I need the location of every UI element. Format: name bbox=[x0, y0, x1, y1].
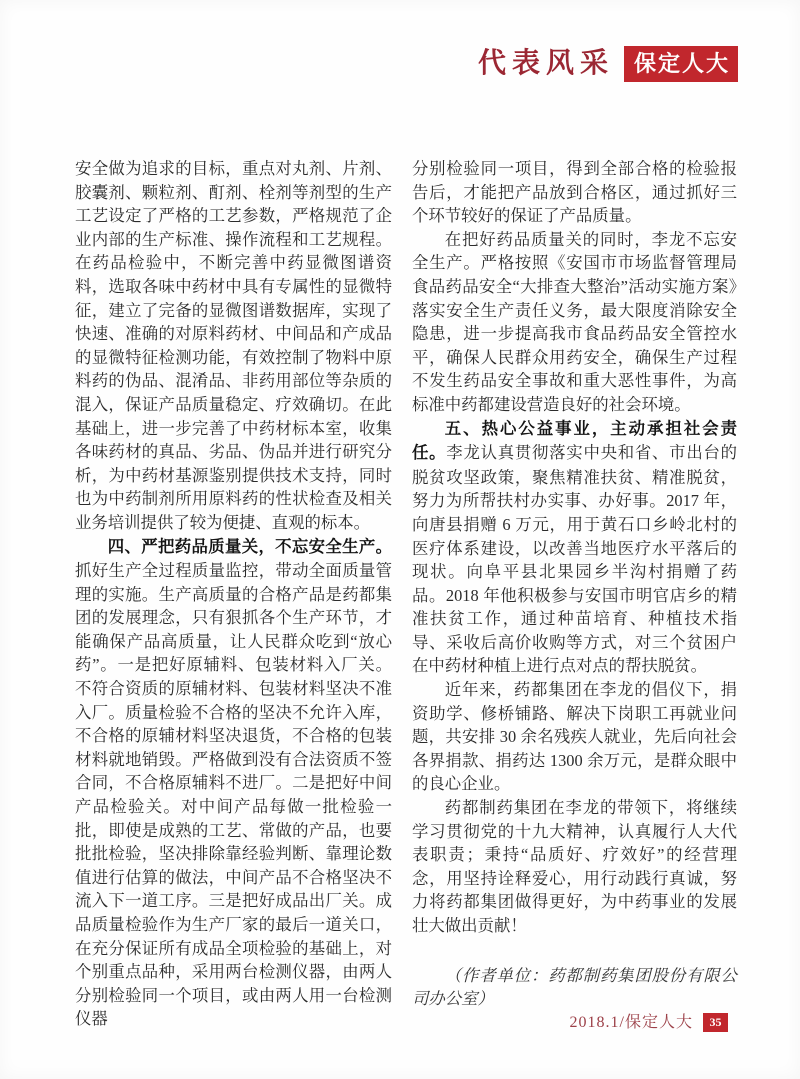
right-column bbox=[412, 157, 737, 1031]
paragraph-section4 bbox=[75, 535, 392, 1031]
paragraph-charity: 近年来，药都集团在李龙的倡仪下，捐资助学、修桥铺路、解决下岗职工再就业问题，共安排 30 余名残疾人就业，先后向社会各界捐款、捐药达 1300 余万元，是群众眼中的良心企业。 bbox=[412, 680, 737, 794]
brand-badge: 保定人大 bbox=[624, 46, 738, 82]
issue-label: 2018.1/保定人大 bbox=[569, 1013, 693, 1031]
section4-heading: 四、严把药品质量关，不忘安全生产。 bbox=[107, 537, 392, 556]
paragraph-continuation-right: 分别检验同一项目，得到全部合格的检验报告后，才能把产品放到合格区，通过抓好三个环节较好的保证了产品质量。 bbox=[412, 159, 737, 226]
page-header bbox=[478, 46, 738, 82]
section-title: 代表风采 bbox=[477, 48, 614, 79]
paragraph-section5 bbox=[412, 417, 737, 679]
page-number-badge: 35 bbox=[703, 1013, 728, 1032]
section4-body-text: 抓好生产全过程质量监控，带动全面质量管理的实施。生产高质量的合格产品是药都集团的发展理念，只有狠抓各个生产环节，才能确保产品高质量，让人民群众吃到“放心药”。一是把好原辅料、包装材料入厂关。不符合资质的原辅材料、包装材料坚决不准入厂。质量检验不合格的坚决不允许入库，不合格的原辅材料坚决退货，不合格的包装材料就地销毁。严格做到没有合法资质不签合同，不合格原辅料不进厂。二是把好中间产品检验关。对中间产品每做一批检验一批，即使是成熟的工艺、常做的产品，也要批批检验，坚决排除靠经验判断、靠理论数值进行估算的做法，中间产品不合格坚决不流入下一道工序。三是把好成品出厂关。成品质量检验作为生产厂家的最后一道关口，在充分保证所有成品全项检验的基础上，对个别重点品种，采用两台检测仪器，由两人分别检验同一个项目，或由两人用一台检测仪器 bbox=[75, 561, 392, 1029]
paragraph-continuation-left: 安全做为追求的目标，重点对丸剂、片剂、胶囊剂、颗粒剂、酊剂、栓剂等剂型的生产工艺设定了严格的工艺参数，严格规范了企业内部的生产标准、操作流程和工艺规程。在药品检验中，不断完善中药显微图谱资料，选取各味中药材中具有专属性的显微特征，建立了完备的显微图谱数据库，实现了快速、准确的对原料药材、中间品和产成品的显微特征检测功能，有效控制了物料中原料药的伪品、混淆品、非药用部位等杂质的混入，保证产品质量稳定、疗效确切。在此基础上，进一步完善了中药材标本室，收集各味药材的真品、劣品、伪品并进行研究分析，为中药材基源鉴别提供技术支持，同时也为中药制剂所用原料药的性状检查及相关业务培训提供了较为便捷、直观的标本。 bbox=[75, 159, 392, 532]
paragraph-safety: 在把好药品质量关的同时，李龙不忘安全生产。严格按照《安国市市场监督管理局食品药品安全“大排查大整治”活动实施方案》落实安全生产责任义务，最大限度消除安全隐患，进一步提高我市食品药品安全管控水平，确保人民群众用药安全，确保生产过程不发生药品安全事故和重大恶性事件，为高标准中药都建设营造良好的社会环境。 bbox=[412, 229, 737, 414]
left-column bbox=[75, 157, 392, 1031]
section5-body-text: 李龙认真贯彻落实中央和省、市出台的脱贫攻坚政策，聚焦精准扶贫、精准脱贫，努力为所帮扶村办实事、办好事。2017 年，向唐县捐赠 6 万元，用于黄石口乡岭北村的医疗体系建设，以改善当地医疗水平落后的现状。向阜平县北果园乡半沟村捐赠了药品。2018 年他积极参与安国市明官店乡的精准扶贫工作，通过种苗培育、种植技术指导、采收后高价收购等方式，对三个贫困户在中药材种植上进行点对点的帮扶脱贫。 bbox=[412, 443, 738, 676]
paragraph-closing: 药都制药集团在李龙的带领下，将继续学习贯彻党的十九大精神，认真履行人大代表职责；秉持“品质好、疗效好”的经营理念，用坚持诠释爱心，用行动践行真诚，努力将药都集团做得更好，为中药事业的发展壮大做出贡献！ bbox=[412, 798, 737, 935]
article-body bbox=[75, 157, 737, 1031]
page-footer bbox=[570, 1013, 728, 1032]
section5-heading: 五、热心公益事业，主动承担社会责任。 bbox=[412, 419, 737, 463]
author-note: （作者单位：药都制药集团股份有限公司办公室） bbox=[412, 965, 737, 1009]
